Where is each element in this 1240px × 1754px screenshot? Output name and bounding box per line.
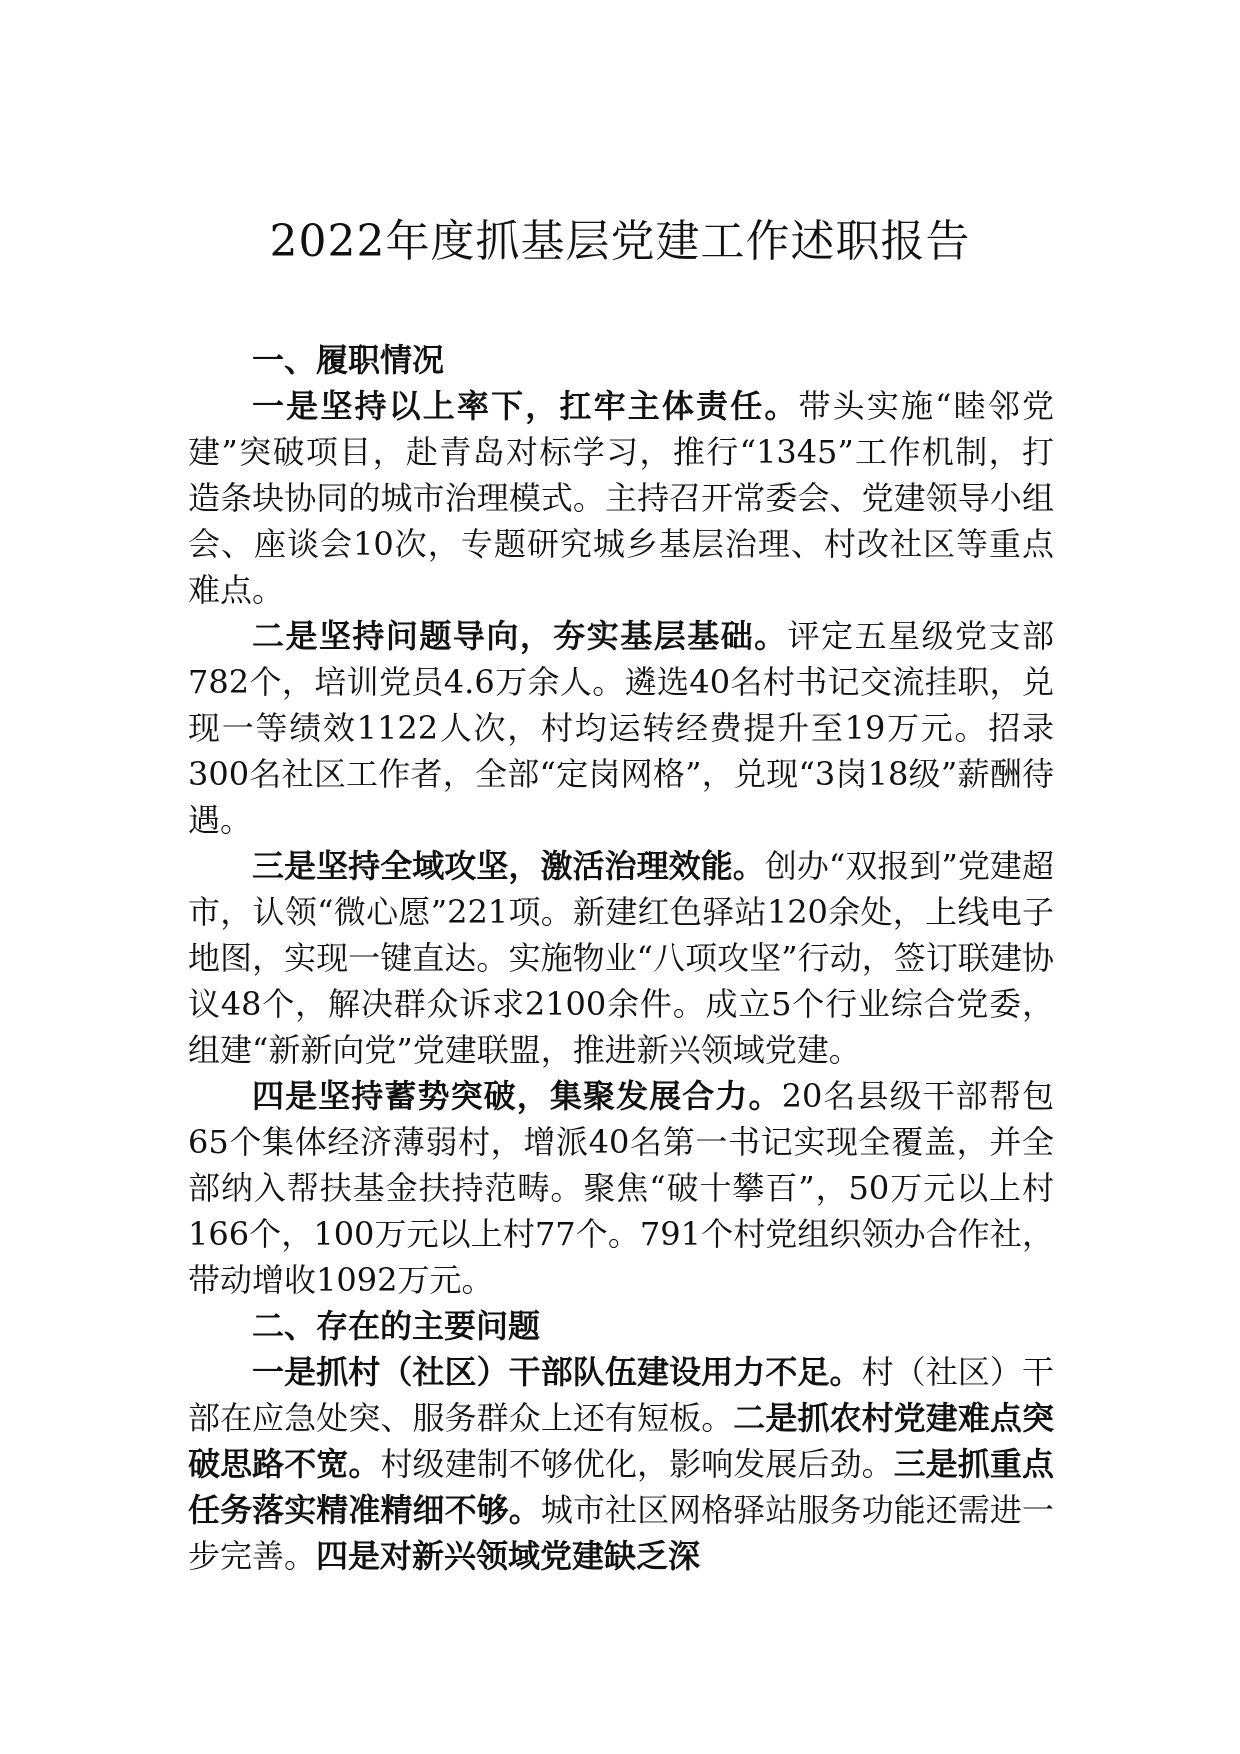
problem-lead: 一是抓村（社区）干部队伍建设用力不足。: [252, 1353, 862, 1391]
problem-text: 村（社区）干部在应急处突、服务群众上还有短板。: [188, 1353, 1054, 1437]
section-heading-duties: 一、履职情况: [252, 341, 445, 379]
paragraph-lead: 四是坚持蓄势突破，集聚发展合力。: [252, 1077, 782, 1115]
paragraph-lead: 一是坚持以上率下，扛牢主体责任。: [252, 387, 799, 425]
paragraph-2: [188, 613, 1054, 843]
paragraph-3: [188, 843, 1054, 1073]
paragraph-text: 带头实施“睦邻党建”突破项目，赴青岛对标学习，推行“1345”工作机制，打造条块协同的城市治理模式。主持召开常委会、党建领导小组会、座谈会10次，专题研究城乡基层治理、村改社区等重点难点。: [188, 387, 1054, 609]
problem-lead: 三是抓重点任务落实精准精细不够。: [188, 1445, 1054, 1529]
paragraph-lead: 二是坚持问题导向，夯实基层基础。: [252, 617, 788, 655]
section-heading-problems: 二、存在的主要问题: [252, 1307, 541, 1345]
problem-lead: 四是对新兴领域党建缺乏深: [316, 1537, 701, 1575]
paragraph-text: 20名县级干部帮包65个集体经济薄弱村，增派40名第一书记实现全覆盖，并全部纳入帮扶基金扶持范畴。聚焦“破十攀百”，50万元以上村166个，100万元以上村77个。791个村党组织领办合作社，带动增收1092万元。: [188, 1077, 1054, 1299]
paragraph-lead: 三是坚持全域攻坚，激活治理效能。: [252, 847, 765, 885]
problem-text: 村级建制不够优化，影响发展后劲。: [380, 1445, 894, 1483]
paragraph-problems: [188, 1349, 1054, 1579]
document-body: [188, 337, 1054, 1579]
paragraph-text: 创办“双报到”党建超市，认领“微心愿”221项。新建红色驿站120余处，上线电子地图，实现一键直达。实施物业“八项攻坚”行动，签订联建协议48个，解决群众诉求2100余件。成立5个行业综合党委，组建“新新向党”党建联盟，推进新兴领域党建。: [188, 847, 1054, 1069]
paragraph-text: 评定五星级党支部782个，培训党员4.6万余人。遴选40名村书记交流挂职，兑现一等绩效1122人次，村均运转经费提升至19万元。招录300名社区工作者，全部“定岗网格”，兑现“3岗18级”薪酬待遇。: [188, 617, 1054, 839]
problem-text: 城市社区网格驿站服务功能还需进一步完善。: [188, 1491, 1054, 1575]
paragraph-4: [188, 1073, 1054, 1303]
problem-lead: 二是抓农村党建难点突破思路不宽。: [188, 1399, 1054, 1483]
paragraph-1: [188, 383, 1054, 613]
document-title: 2022年度抓基层党建工作述职报告: [269, 216, 971, 267]
